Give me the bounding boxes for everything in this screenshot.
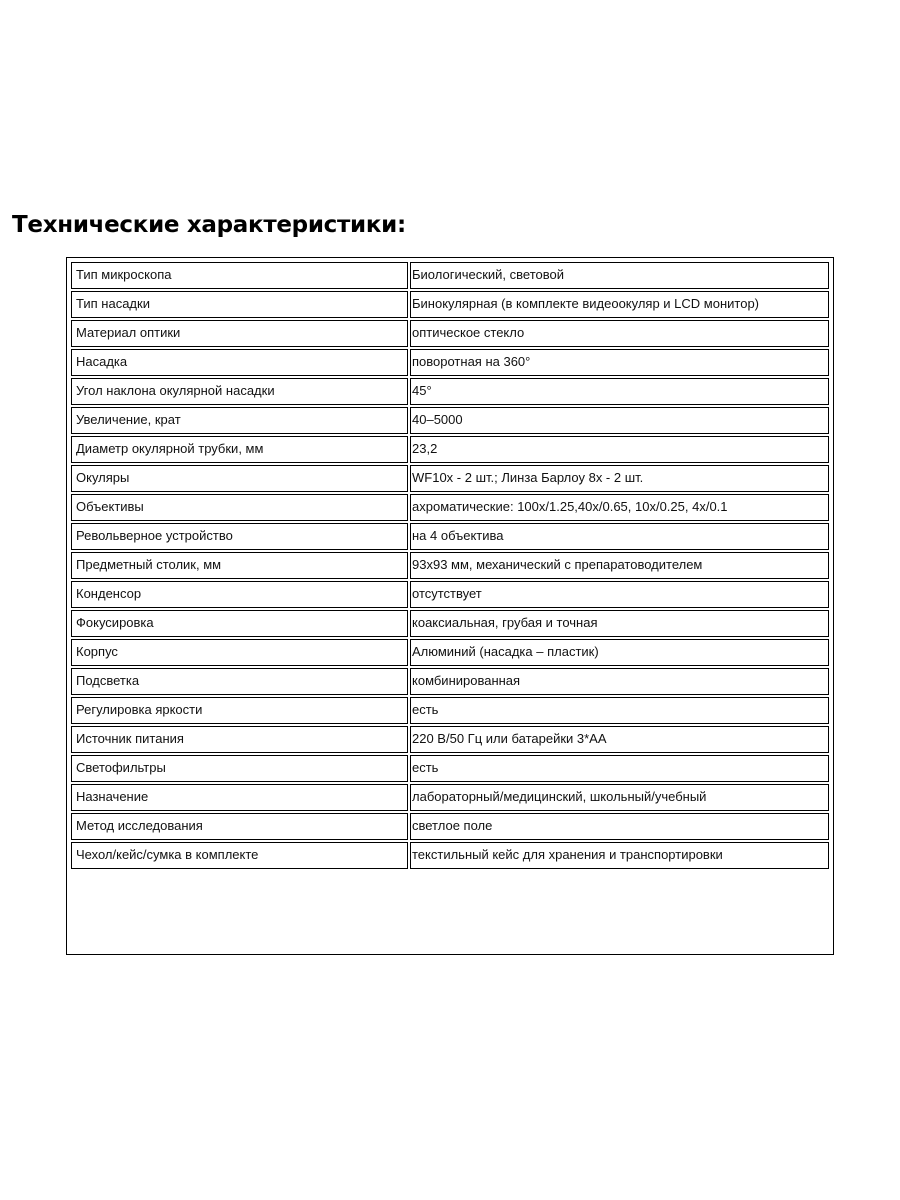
table-row (71, 552, 829, 579)
table-row (71, 639, 829, 666)
spec-value-cell: светлое поле (410, 813, 829, 840)
spec-value-cell: есть (410, 697, 829, 724)
spec-value-cell: отсутствует (410, 581, 829, 608)
specs-table (69, 260, 831, 871)
table-row (71, 407, 829, 434)
spec-value-cell: комбинированная (410, 668, 829, 695)
specs-table-body (71, 262, 829, 869)
spec-name-cell: Корпус (71, 639, 408, 666)
table-row (71, 726, 829, 753)
spec-value-cell: на 4 объектива (410, 523, 829, 550)
spec-name-cell: Материал оптики (71, 320, 408, 347)
spec-value-cell: Алюминий (насадка – пластик) (410, 639, 829, 666)
spec-name-cell: Чехол/кейс/сумка в комплекте (71, 842, 408, 869)
table-row (71, 842, 829, 869)
spec-name-cell: Источник питания (71, 726, 408, 753)
spec-value-cell: оптическое стекло (410, 320, 829, 347)
spec-value-cell: есть (410, 755, 829, 782)
table-row (71, 436, 829, 463)
table-row (71, 465, 829, 492)
spec-value-cell: 23,2 (410, 436, 829, 463)
table-row (71, 813, 829, 840)
spec-name-cell: Предметный столик, мм (71, 552, 408, 579)
spec-name-cell: Метод исследования (71, 813, 408, 840)
spec-name-cell: Тип насадки (71, 291, 408, 318)
spec-value-cell: ахроматические: 100x/1.25,40x/0.65, 10x/0.25, 4x/0.1 (410, 494, 829, 521)
spec-name-cell: Объективы (71, 494, 408, 521)
spec-value-cell: Биологический, световой (410, 262, 829, 289)
spec-value-cell: 45° (410, 378, 829, 405)
spec-name-cell: Увеличение, крат (71, 407, 408, 434)
spec-name-cell: Светофильтры (71, 755, 408, 782)
spec-name-cell: Угол наклона окулярной насадки (71, 378, 408, 405)
table-row (71, 784, 829, 811)
table-row (71, 262, 829, 289)
spec-name-cell: Фокусировка (71, 610, 408, 637)
spec-value-cell: 40–5000 (410, 407, 829, 434)
table-row (71, 291, 829, 318)
table-row (71, 755, 829, 782)
spec-name-cell: Насадка (71, 349, 408, 376)
spec-value-cell: коаксиальная, грубая и точная (410, 610, 829, 637)
table-row (71, 668, 829, 695)
table-row (71, 494, 829, 521)
spec-value-cell: лабораторный/медицинский, школьный/учебный (410, 784, 829, 811)
spec-value-cell: 220 В/50 Гц или батарейки 3*АА (410, 726, 829, 753)
table-row (71, 320, 829, 347)
spec-value-cell: текстильный кейс для хранения и транспортировки (410, 842, 829, 869)
spec-name-cell: Окуляры (71, 465, 408, 492)
table-row (71, 523, 829, 550)
table-row (71, 378, 829, 405)
spec-value-cell: Бинокулярная (в комплекте видеоокуляр и LCD монитор) (410, 291, 829, 318)
table-row (71, 349, 829, 376)
spec-value-cell: поворотная на 360° (410, 349, 829, 376)
spec-value-cell: 93х93 мм, механический с препаратоводителем (410, 552, 829, 579)
table-row (71, 610, 829, 637)
spec-name-cell: Диаметр окулярной трубки, мм (71, 436, 408, 463)
spec-name-cell: Назначение (71, 784, 408, 811)
spec-name-cell: Подсветка (71, 668, 408, 695)
specs-table-frame (66, 257, 834, 955)
table-row (71, 581, 829, 608)
table-row (71, 697, 829, 724)
page-title: Технические характеристики: (12, 212, 406, 238)
spec-name-cell: Револьверное устройство (71, 523, 408, 550)
spec-name-cell: Конденсор (71, 581, 408, 608)
spec-name-cell: Тип микроскопа (71, 262, 408, 289)
spec-name-cell: Регулировка яркости (71, 697, 408, 724)
spec-value-cell: WF10x - 2 шт.; Линза Барлоу 8х - 2 шт. (410, 465, 829, 492)
